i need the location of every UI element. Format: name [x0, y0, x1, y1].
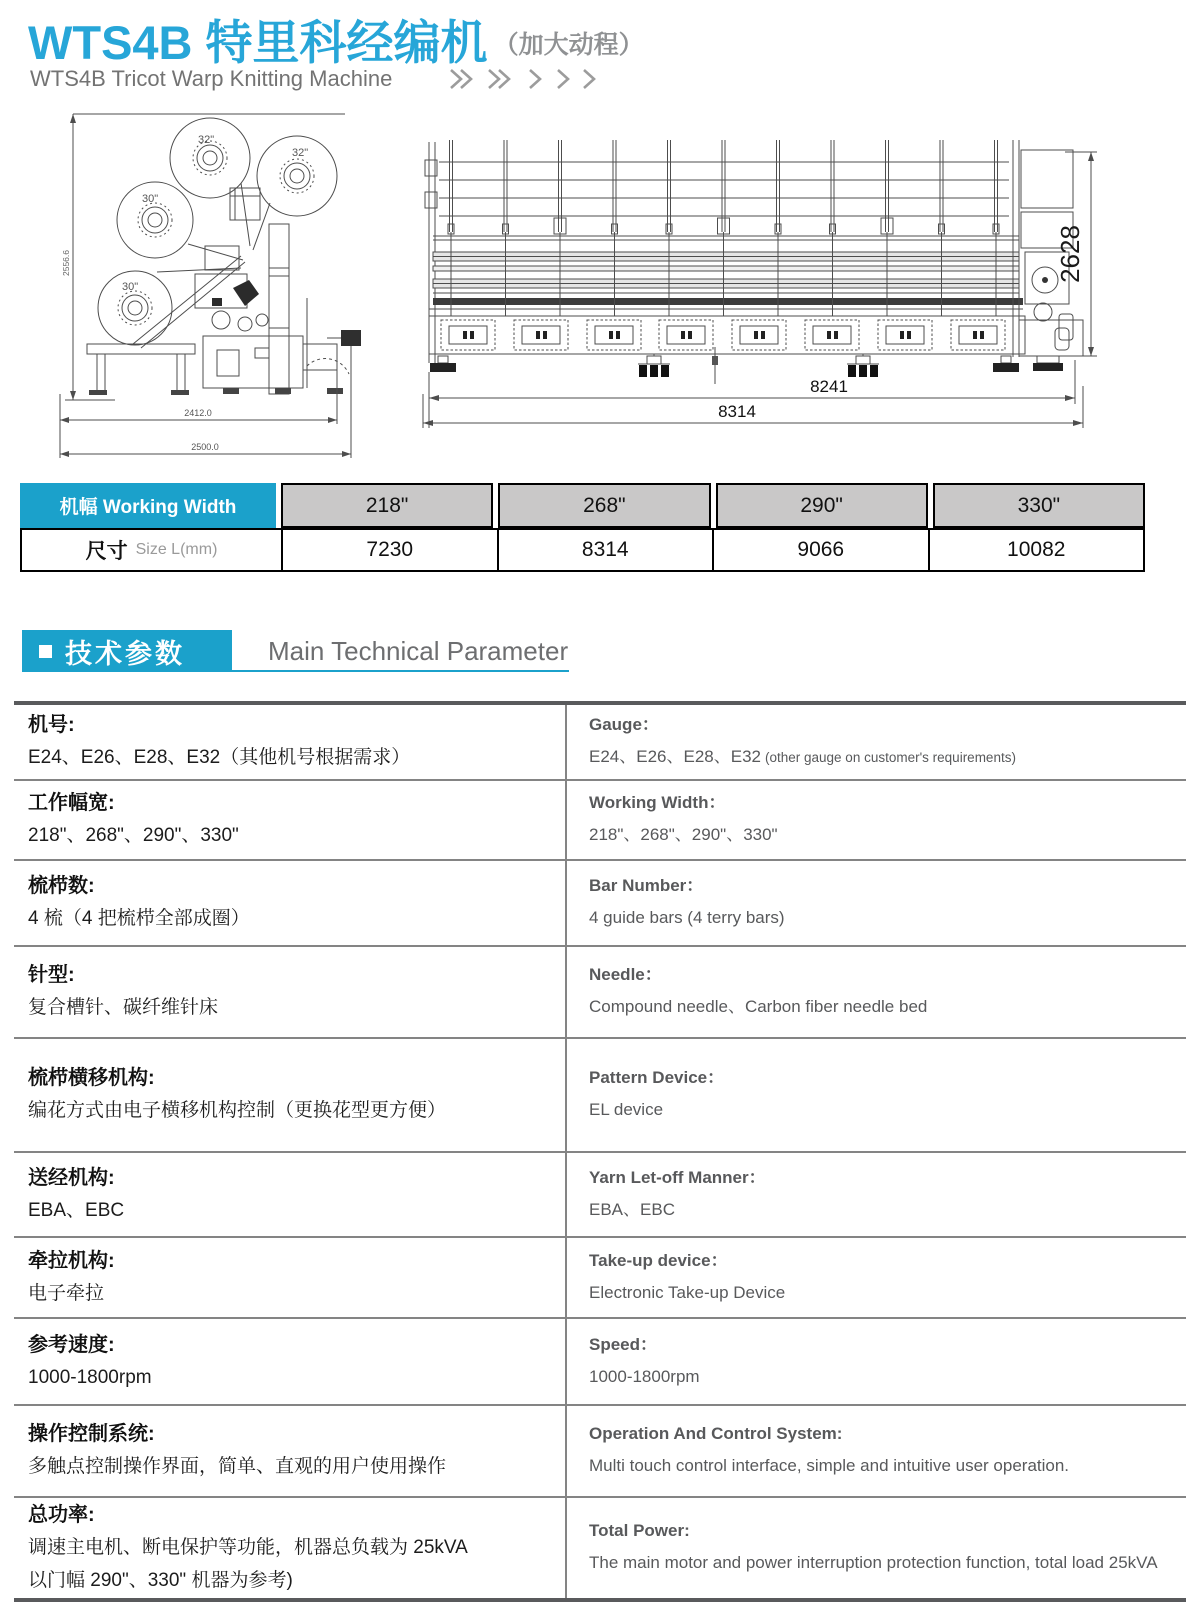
- working-width-header-label: 机幅 Working Width: [20, 483, 276, 528]
- spec-cell-cn: [14, 1319, 565, 1404]
- working-width-table: [20, 483, 1145, 572]
- spec-cell-en: [565, 1406, 1186, 1496]
- spec-label-en: Bar Number：: [589, 876, 704, 896]
- side-view-dim-outer: 2500.0: [191, 442, 219, 452]
- spec-value-en: EBA、EBC: [589, 1199, 675, 1219]
- spec-row: [14, 1406, 1186, 1498]
- spec-label-cn: 操作控制系统:: [28, 1423, 155, 1446]
- spec-row: [14, 861, 1186, 947]
- spec-row: [14, 1498, 1186, 1598]
- front-view-dim-outer: 8314: [718, 402, 756, 421]
- spec-cell-cn: [14, 705, 565, 779]
- spec-label-en: Total Power:: [589, 1521, 690, 1541]
- spec-row: [14, 705, 1186, 781]
- spec-label-cn: 牵拉机构:: [28, 1249, 115, 1272]
- spec-value-cn: 复合槽针、碳纤维针床: [28, 997, 219, 1019]
- spec-cell-cn: [14, 1406, 565, 1496]
- spec-cell-cn: [14, 1039, 565, 1151]
- spec-value-en: Electronic Take-up Device: [589, 1282, 786, 1302]
- section-header-box: [22, 630, 232, 672]
- spec-label-en: Needle：: [589, 965, 662, 985]
- size-row-label-en: Size L(mm): [135, 541, 218, 558]
- spec-value-en: 1000-1800rpm: [589, 1366, 700, 1386]
- section-title-cn: 技术参数: [65, 638, 185, 669]
- side-view-reel-label-bottom: 30": [122, 281, 139, 293]
- spec-cell-en: [565, 781, 1186, 859]
- spec-label-en: Yarn Let-off Manner：: [589, 1167, 766, 1187]
- spec-value-en: Compound needle、Carbon fiber needle bed: [589, 997, 928, 1017]
- chevron-arrows-icon: [448, 67, 608, 91]
- spec-cell-en: [565, 861, 1186, 945]
- width-column-290: 290": [716, 483, 928, 528]
- page-title-note: （加大动程）: [493, 31, 644, 59]
- page-title: [28, 6, 644, 73]
- spec-label-en: Gauge：: [589, 715, 659, 735]
- machine-side-view-drawing: [45, 98, 375, 470]
- spec-cell-cn: [14, 1153, 565, 1236]
- spec-value-en: EL device: [589, 1100, 664, 1120]
- working-width-header-row: [20, 483, 1145, 528]
- spec-label-cn: 工作幅宽:: [28, 792, 115, 815]
- size-value-row: [20, 528, 1145, 572]
- spec-cell-en: [565, 1039, 1186, 1151]
- spec-label-cn: 送经机构:: [28, 1166, 115, 1189]
- spec-value-cn: E24、E26、E28、E32（其他机号根据需求）: [28, 747, 411, 769]
- spec-row: [14, 1238, 1186, 1319]
- spec-row: [14, 1153, 1186, 1238]
- spec-cell-en: [565, 1498, 1186, 1598]
- page-title-main: WTS4B 特里科经编机: [28, 16, 488, 69]
- spec-value-en: 218"、268"、290"、330": [589, 825, 778, 845]
- front-view-dim-height: 2628: [1055, 225, 1085, 283]
- spec-value-cn: EBA、EBC: [28, 1199, 125, 1221]
- technical-parameter-table: [14, 701, 1186, 1602]
- side-view-reel-label-mid: 30": [142, 193, 159, 205]
- spec-value-cn: 编花方式由电子横移机构控制（更换花型更方便）: [28, 1100, 447, 1122]
- size-value-218: 7230: [281, 528, 499, 572]
- width-column-268: 268": [498, 483, 710, 528]
- spec-label-en: Operation And Control System:: [589, 1424, 843, 1444]
- spec-cell-cn: [14, 947, 565, 1037]
- spec-label-en: Pattern Device：: [589, 1068, 725, 1088]
- spec-cell-cn: [14, 781, 565, 859]
- spec-cell-en: [565, 1153, 1186, 1236]
- spec-label-cn: 梳栉横移机构:: [28, 1067, 155, 1090]
- spec-cell-en: [565, 1319, 1186, 1404]
- spec-value-cn: 4 梳（4 把梳栉全部成圈）: [28, 908, 250, 930]
- spec-cell-en: [565, 947, 1186, 1037]
- spec-row: [14, 947, 1186, 1039]
- spec-value-cn: 电子牵拉: [28, 1282, 105, 1304]
- spec-value-en: 4 guide bars (4 terry bars): [589, 908, 785, 928]
- spec-label-cn: 参考速度:: [28, 1333, 115, 1356]
- front-view-dim-inner: 8241: [810, 377, 848, 396]
- spec-value-cn: 218"、268"、290"、330": [28, 825, 239, 847]
- spec-value-cn-2: 以门幅 290"、330" 机器为参考): [28, 1569, 293, 1591]
- size-value-268: 8314: [497, 528, 715, 572]
- spec-value-cn: 1000-1800rpm: [28, 1366, 152, 1388]
- machine-front-view-drawing: [415, 132, 1105, 432]
- square-bullet-icon: [39, 645, 52, 658]
- spec-label-cn: 总功率:: [28, 1503, 95, 1526]
- spec-label-cn: 梳栉数:: [28, 875, 95, 898]
- spec-value-cn: 调速主电机、断电保护等功能，机器总负载为 25kVA: [28, 1536, 468, 1558]
- spec-row: [14, 781, 1186, 861]
- spec-label-cn: 机号:: [28, 714, 75, 737]
- section-title-en: Main Technical Parameter: [268, 636, 569, 666]
- spec-label-en: Working Width：: [589, 793, 726, 813]
- page-subtitle-text: WTS4B Tricot Warp Knitting Machine: [30, 66, 393, 91]
- spec-value-en: E24、E26、E28、E32: [589, 747, 761, 767]
- page-subtitle: [30, 66, 608, 92]
- side-view-dim-height: 2556.6: [61, 250, 71, 276]
- spec-cell-cn: [14, 1498, 565, 1598]
- side-view-dim-inner: 2412.0: [184, 408, 212, 418]
- spec-cell-cn: [14, 861, 565, 945]
- width-column-330: 330": [933, 483, 1145, 528]
- spec-value-en-note: (other gauge on customer's requirements): [765, 750, 1016, 766]
- size-value-290: 9066: [712, 528, 930, 572]
- size-value-330: 10082: [928, 528, 1146, 572]
- side-view-reel-label-right: 32": [292, 147, 309, 159]
- side-view-reel-label-top: 32": [198, 134, 215, 146]
- spec-cell-en: [565, 705, 1186, 779]
- spec-cell-en: [565, 1238, 1186, 1317]
- spec-label-en: Speed：: [589, 1334, 658, 1354]
- spec-label-cn: 针型:: [28, 964, 75, 987]
- spec-cell-cn: [14, 1238, 565, 1317]
- spec-value-en: Multi touch control interface, simple and intuitive user operation.: [589, 1456, 1070, 1476]
- size-row-label: [20, 528, 283, 572]
- width-column-218: 218": [281, 483, 493, 528]
- spec-label-en: Take-up device：: [589, 1250, 728, 1270]
- spec-row: [14, 1319, 1186, 1406]
- spec-value-en: The main motor and power interruption protection function, total load 25kVA: [589, 1553, 1158, 1573]
- spec-row: [14, 1039, 1186, 1153]
- spec-value-cn: 多触点控制操作界面，简单、直观的用户使用操作: [28, 1456, 447, 1478]
- size-row-label-cn: 尺寸: [85, 540, 128, 563]
